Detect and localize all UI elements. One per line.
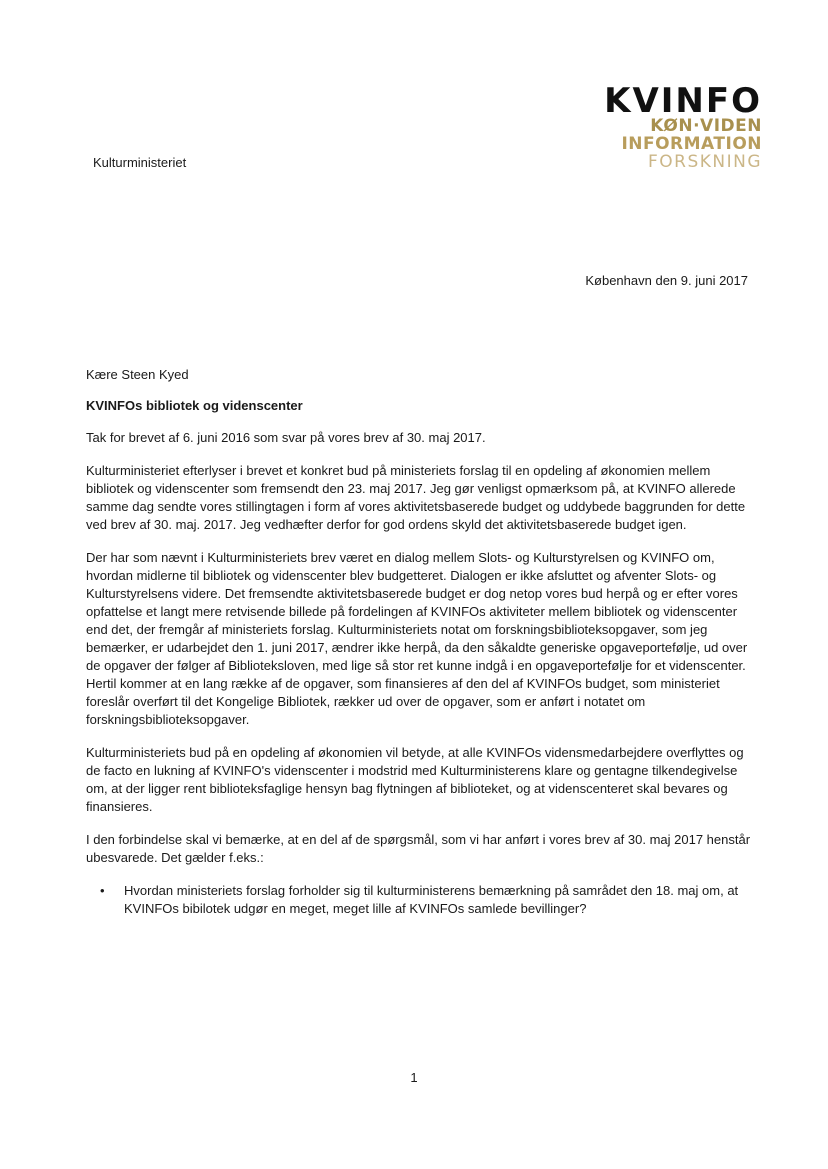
logo-line-kon-viden: KØN·VIDEN [650,116,762,136]
kvinfo-logo [602,81,762,172]
list-item [86,882,752,918]
list-item-text: Hvordan ministeriets forslag forholder sig til kulturministerens bemærkning på samrådet den 18. maj om, at KVINFOs bibilotek udgør en meget, meget lille af KVINFOs samlede bevillinger? [124,883,739,916]
paragraph: Der har som nævnt i Kulturministeriets brev været en dialog mellem Slots- og Kulturstyrelsen og KVINFO om, hvordan midlerne til bibliotek og videnscenter blev budgetteret. Dialogen er ikke afsluttet og afventer Slots- og Kulturstyrelsens videre. Det fremsendte aktivitetsbaserede budget er dog netop vores bud herpå og er efter vores opfattelse et langt mere retvisende billede på fordelingen af KVINFOs aktiviteter mellem bibliotek og videnscenter end det, der fremgår af ministeriets forslag. Kulturministeriets notat om forskningsbiblioteksopgaver, som jeg bemærker, er udarbejdet den 1. juni 2017, ændrer ikke herpå, da den såkaldte generiske opgaveportefølje, ud over de opgaver der følger af Biblioteksloven, med lige så stor ret kunne indgå i en opgaveportefølje for et videnscenter. Hertil kommer at en lang række af de opgaver, som finansieres af den del af KVINFOs budget, som ministeriet foreslår overført til det Kongelige Bibliotek, rækker ud over de opgaver, som er anført i notatet om forskningsbiblioteksopgaver. [86,550,748,727]
question-list [86,882,752,918]
page-number: 1 [410,1070,418,1085]
logo-line-information: INFORMATION [621,133,762,154]
logo-name: KVINFO [604,81,762,121]
bullet-icon: • [100,883,105,898]
paragraph: Tak for brevet af 6. juni 2016 som svar på vores brev af 30. maj 2017. [86,430,486,445]
letter-date: København den 9. juni 2017 [585,273,748,288]
salutation: Kære Steen Kyed [86,367,189,382]
recipient: Kulturministeriet [93,155,187,170]
logo-line-forskning: FORSKNING [647,151,762,172]
paragraph: Kulturministeriets bud på en opdeling af økonomien vil betyde, at alle KVINFOs vidensmedarbejdere overflyttes og de facto en lukning af KVINFO's videnscenter i modstrid med Kulturministerens klare og gentagne tilkendegivelse om, at der ligger rent biblioteksfaglige hensyn bag flytningen af biblioteket, og at videnscenteret skal bevares og finansieres. [86,745,744,814]
paragraph: I den forbindelse skal vi bemærke, at en del af de spørgsmål, som vi har anført i vores brev af 30. maj 2017 henstår ubesvarede. Det gælder f.eks.: [86,832,751,865]
letter-body [86,366,752,918]
subject-line: KVINFOs bibliotek og videnscenter [86,398,303,413]
paragraph: Kulturministeriet efterlyser i brevet et konkret bud på ministeriets forslag til en opdeling af økonomien mellem bibliotek og videnscenter som fremsendt den 23. maj 2017. Jeg gør venligst opmærksom på, at KVINFO allerede samme dag sendte vores stillingtagen i form af vores aktivitetsbaserede budget og uddybede baggrunden for dette ved brev af 30. maj. 2017. Jeg vedhæfter derfor for god ordens skyld det aktivitetsbaserede budget igen. [86,463,746,532]
